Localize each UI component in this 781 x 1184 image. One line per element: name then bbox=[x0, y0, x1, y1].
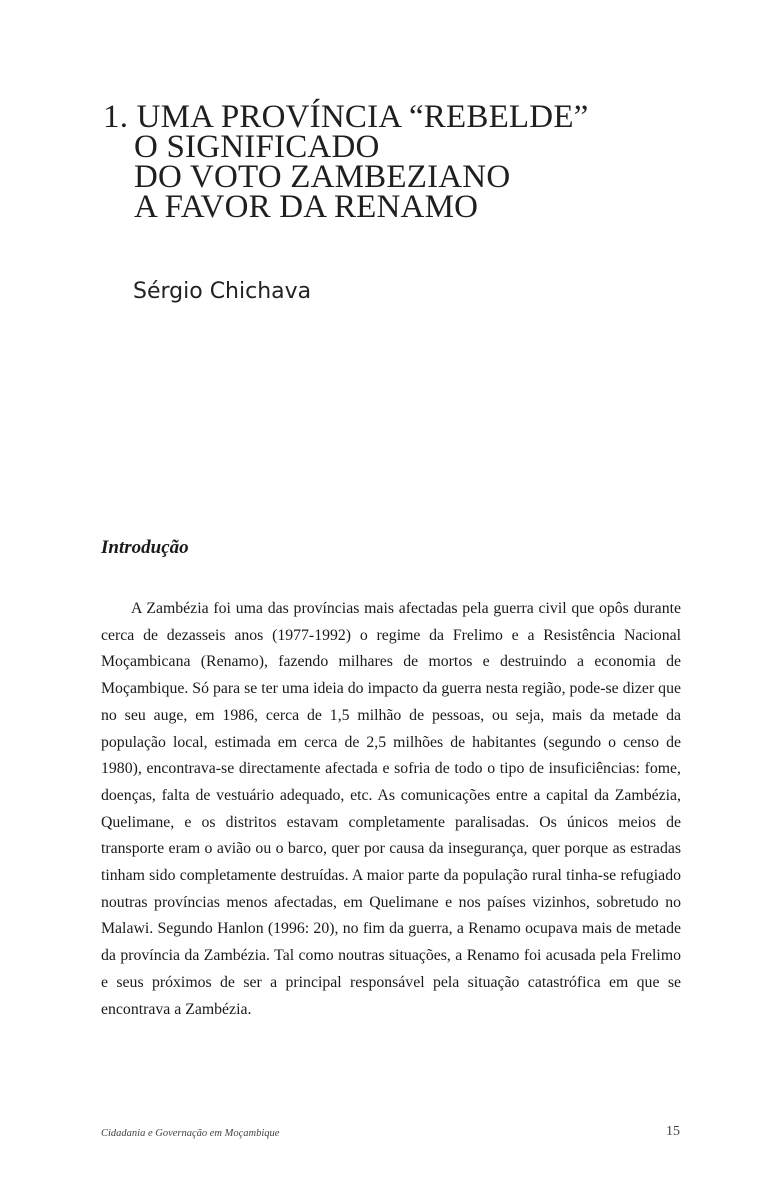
chapter-title-line-4: A FAVOR DA RENAMO bbox=[134, 189, 479, 225]
body-paragraph: A Zambézia foi uma das províncias mais afectadas pela guerra civil que opôs durante cerca de dezasseis anos (1977-1992) o regime da Frelimo e a Resistência Nacional Moçambicana (Renamo), fazendo milhares de mortos e destruindo a economia de Moçambique. Só para se ter uma ideia do impacto da guerra nesta região, pode-se dizer que no seu auge, em 1986, cerca de 1,5 milhão de pessoas, ou seja, mais da metade da população local, estimada em cerca de 2,5 milhões de habitantes (segundo o censo de 1980), encontrava-se directamente afectada e sofria de todo o tipo de insuficiências: fome, doenças, falta de vestuário adequado, etc. As comunicações entre a capital da Zambézia, Quelimane, e os distritos estavam completamente paralisadas. Os únicos meios de transporte eram o avião ou o barco, quer por causa da insegurança, quer porque as estradas tinham sido completamente destruídas. A maior parte da população rural tinha-se refugiado noutras províncias menos afectadas, em Quelimane e nos países vizinhos, sobretudo no Malawi. Segundo Hanlon (1996: 20), no fim da guerra, a Renamo ocupava mais de metade da província da Zambézia. Tal como noutras situações, a Renamo foi acusada pela Frelimo e seus próximos de ser a principal responsável pela situação catastrófica em que se encontrava a Zambézia. bbox=[101, 600, 681, 1018]
chapter-title-line-1: 1. UMA PROVÍNCIA “REBELDE” bbox=[103, 99, 589, 135]
page-number: 15 bbox=[666, 1124, 680, 1139]
section-heading: Introdução bbox=[101, 537, 189, 558]
footer-book-title: Cidadania e Governação em Moçambique bbox=[101, 1128, 280, 1139]
chapter-title-line-3: DO VOTO ZAMBEZIANO bbox=[134, 159, 511, 195]
chapter-title-line-2: O SIGNIFICADO bbox=[134, 129, 380, 165]
chapter-title bbox=[103, 99, 589, 225]
author-name: Sérgio Chichava bbox=[133, 279, 312, 304]
